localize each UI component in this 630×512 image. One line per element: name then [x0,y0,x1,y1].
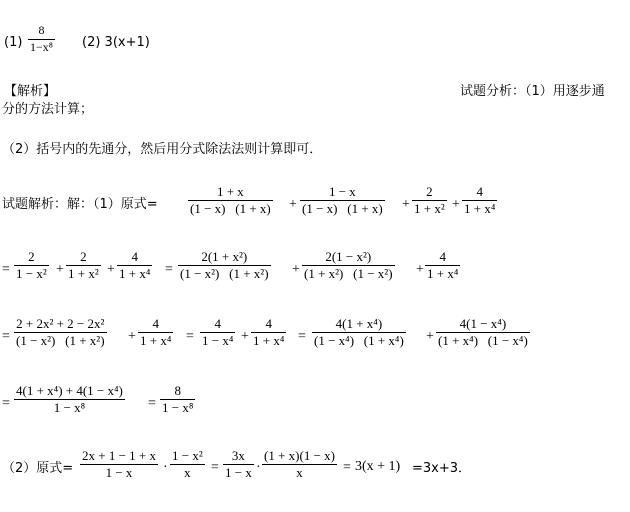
fraction [117,250,152,280]
fraction [312,317,406,347]
fraction [66,250,101,280]
analysis-line-2: 分的方法计算； [2,102,94,117]
fraction-numerator: 8 [38,23,45,37]
fraction [462,185,497,215]
analysis-heading: 【解析】 [4,84,57,99]
fraction-denominator: (1 − x) (1 + x) [190,201,271,216]
fraction [188,185,273,215]
fraction-numerator: 1 + x [216,184,244,199]
fraction [80,449,158,479]
fraction-numerator: 4(1 + x⁴) [335,316,383,331]
fraction-denominator: 1 − x² [16,266,47,281]
part2-tail: =3x+3． [412,461,472,476]
equals-sign: = [165,262,173,277]
fraction-numerator: 4 [265,316,272,331]
fraction [178,250,271,280]
answer-part2: (2) 3(x+1) [82,35,150,50]
fraction [436,317,530,347]
fraction [412,185,447,215]
fraction-numerator: 4(1 − x⁴) [459,316,507,331]
fraction [223,449,254,479]
fraction-numerator: (1 + x)(1 − x) [264,448,335,463]
fraction [300,185,385,215]
fraction-denominator: 1 + x⁴ [140,333,172,348]
fraction [14,317,107,347]
fraction-denominator: (1 − x²) (1 + x²) [16,333,105,348]
fraction [251,317,286,347]
fraction-numerator: 4 [439,249,446,264]
equals-sign: = [2,396,10,411]
part2-intro: （2）原式= [2,461,74,476]
answer-part1-label: (1) [4,35,23,50]
equals-sign: = [2,262,10,277]
fraction-numerator: 2(1 + x²) [201,249,248,264]
fraction-denominator: (1 − x) (1 + x) [302,201,383,216]
plus-sign: + [426,329,434,344]
fraction-denominator: 1 − x [105,465,133,480]
plus-sign: + [128,329,136,344]
fraction [14,384,125,414]
fraction-denominator: 1 + x⁴ [427,266,459,281]
fraction-numerator: 4 [214,316,221,331]
fraction [302,250,395,280]
fraction-denominator: 1 − x⁸ [53,400,86,415]
fraction-numerator: 2(1 − x²) [325,249,372,264]
fraction-denominator: (1 − x⁴) (1 + x⁴) [314,333,404,348]
part2-result: 3(x + 1) [355,459,401,474]
plus-sign: + [402,197,410,212]
fraction-numerator: 2 [80,249,87,264]
fraction-numerator: 3x [231,448,245,463]
fraction-denominator: 1 + x² [68,266,99,281]
fraction-denominator: 1−x⁸ [30,40,53,54]
fraction-numerator: 2 [426,184,433,199]
fraction [262,449,337,479]
fraction-numerator: 4 [152,316,159,331]
equals-sign: = [343,460,351,475]
fraction-numerator: 1 − x² [172,448,203,463]
fraction [138,317,173,347]
fraction-denominator: x [184,465,191,480]
fraction-numerator: 2 + 2x² + 2 − 2x² [16,316,105,331]
analysis-line-3: （2）括号内的先通分，然后用分式除法法则计算即可． [2,142,323,157]
fraction-denominator: 1 − x [225,465,252,480]
plus-sign: + [289,197,297,212]
fraction-denominator: 1 − x⁸ [162,400,194,415]
fraction-denominator: 1 + x⁴ [119,266,151,281]
fraction-denominator: 1 + x⁴ [464,201,496,216]
fraction [425,250,460,280]
fraction-denominator: 1 − x⁴ [202,333,234,348]
fraction-denominator: x [296,465,303,480]
fraction [200,317,235,347]
fraction [170,449,205,479]
plus-sign: + [452,197,460,212]
fraction-numerator: 8 [174,383,181,398]
fraction-denominator: 1 + x⁴ [253,333,285,348]
plus-sign: + [241,329,249,344]
multiplication-dot: · [256,460,261,475]
fraction-numerator: 2x + 1 − 1 + x [82,448,156,463]
solution-intro: 试题解析：解：（1）原式= [2,197,158,212]
fraction-numerator: 2 [28,249,35,264]
analysis-intro-right: 试题分析：（1）用逐步通 [460,84,605,99]
equals-sign: = [298,329,306,344]
plus-sign: + [416,262,424,277]
fraction-numerator: 4 [476,184,483,199]
fraction [14,250,49,280]
fraction-denominator: (1 − x²) (1 + x²) [180,266,269,281]
fraction-numerator: 4(1 + x⁴) + 4(1 − x⁴) [16,383,123,398]
multiplication-dot: · [163,460,168,475]
equals-sign: = [148,396,156,411]
plus-sign: + [107,262,115,277]
equals-sign: = [186,329,194,344]
fraction-denominator: 1 + x² [414,201,445,216]
fraction-numerator: 1 − x [328,184,356,199]
plus-sign: + [56,262,64,277]
fraction-numerator: 4 [131,249,138,264]
fraction-denominator: (1 + x²) (1 − x²) [304,266,393,281]
equals-sign: = [211,460,219,475]
fraction [160,384,195,414]
equals-sign: = [2,329,10,344]
fraction-denominator: (1 + x⁴) (1 − x⁴) [438,333,528,348]
answer-part1-fraction [28,24,55,54]
plus-sign: + [292,262,300,277]
